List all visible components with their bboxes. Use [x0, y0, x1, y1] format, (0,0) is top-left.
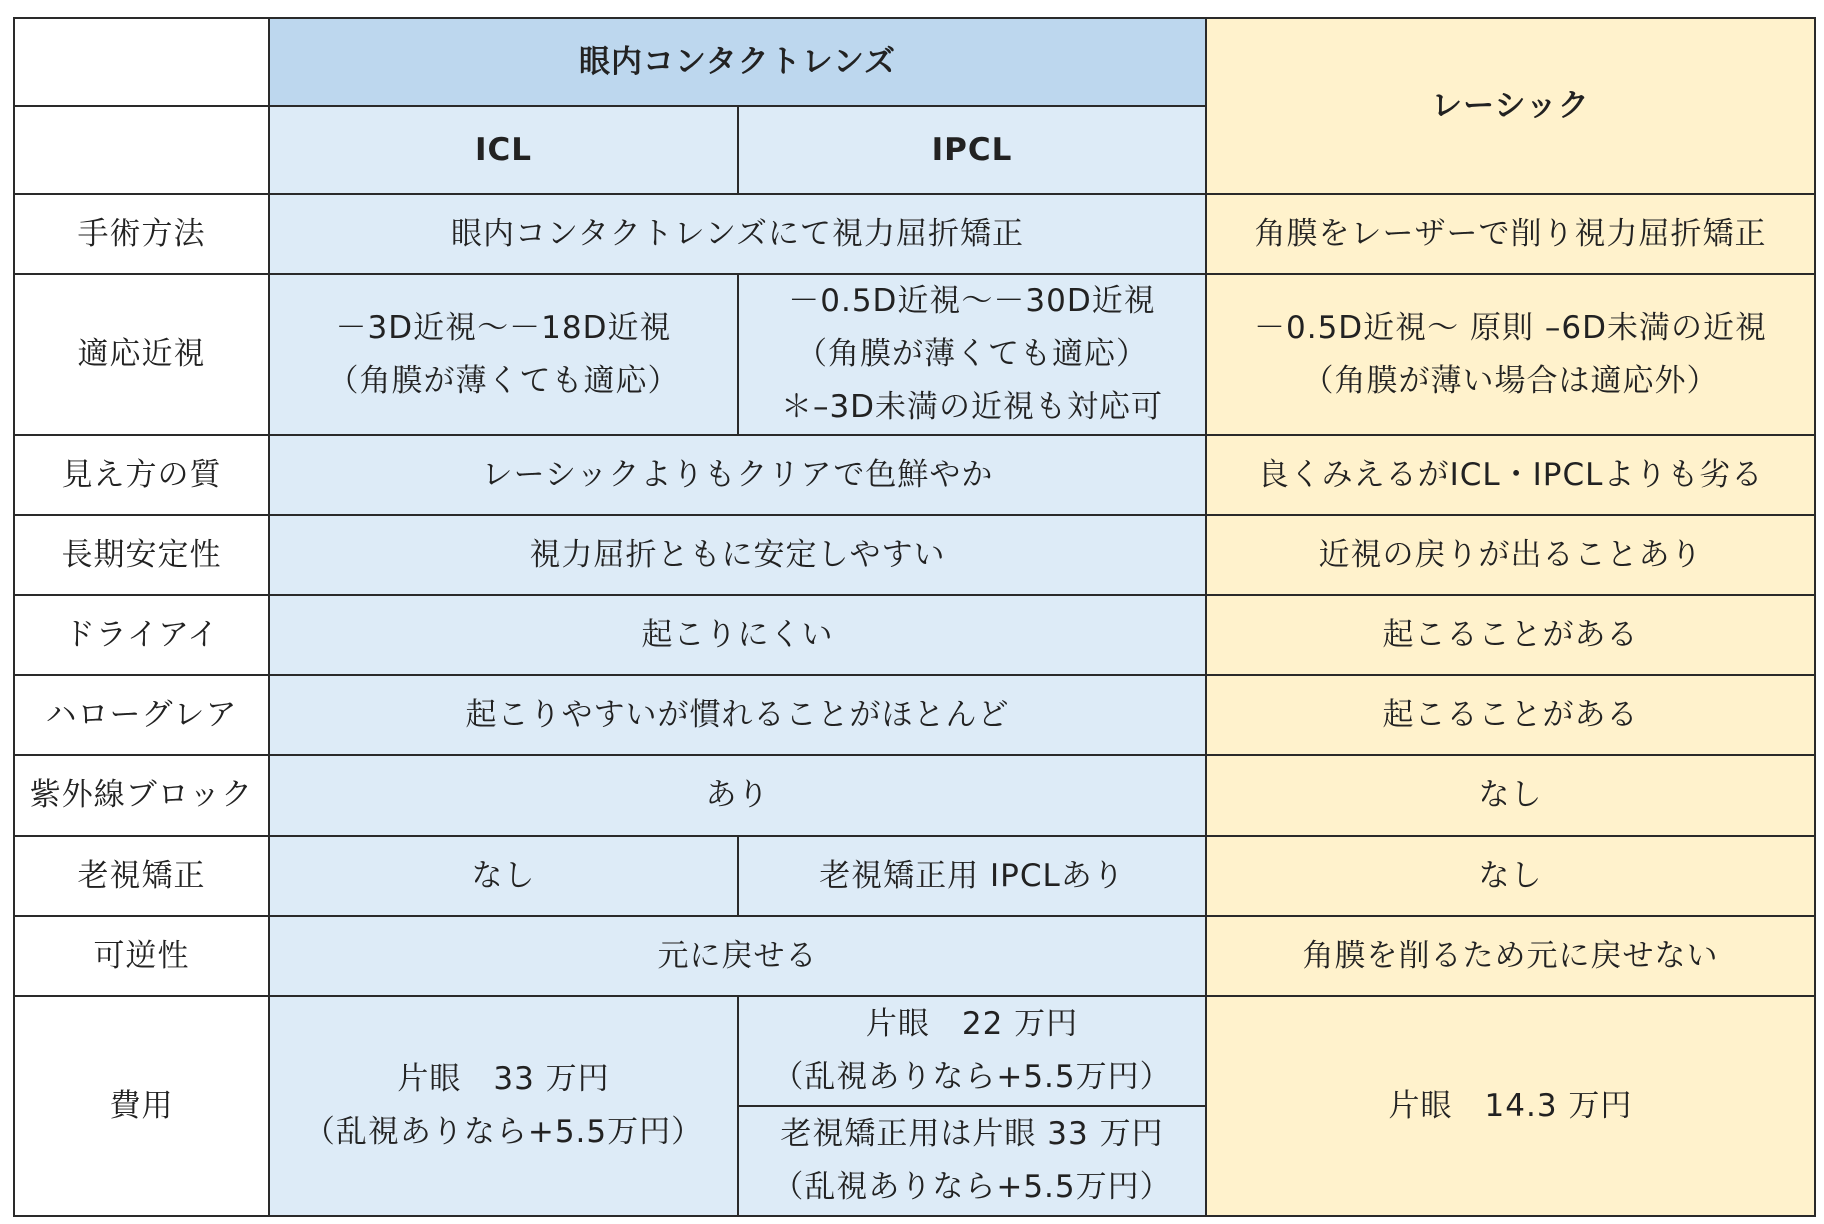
cell-line: （角膜が薄くても適応） — [327, 362, 680, 399]
cell-line: （乱視ありなら+5.5万円） — [303, 1114, 704, 1150]
table-row — [14, 916, 1815, 996]
row-label: 見え方の質 — [14, 435, 269, 515]
lens-cell: 元に戻せる — [269, 916, 1206, 996]
lens-cell: 眼内コンタクトレンズにて視力屈折矯正 — [269, 194, 1206, 274]
row-label: 紫外線ブロック — [14, 755, 269, 836]
table-row — [14, 996, 1815, 1106]
table-row — [14, 515, 1815, 595]
row-label: 可逆性 — [14, 916, 269, 996]
lens-cell: レーシックよりもクリアで色鮮やか — [269, 435, 1206, 515]
cell-line: （乱視ありなら+5.5万円） — [772, 1169, 1172, 1205]
cell-line: （角膜が薄い場合は適応外） — [1302, 362, 1719, 399]
lens-cell: あり — [269, 755, 1206, 836]
table-row — [14, 595, 1815, 675]
row-label: 手術方法 — [14, 194, 269, 274]
lasik-cell: 片眼 14.3 万円 — [1206, 996, 1815, 1216]
corner-cell-lower — [14, 106, 269, 194]
header-row — [14, 18, 1815, 106]
icl-cell: なし — [269, 836, 738, 916]
corner-cell — [14, 18, 269, 106]
lasik-cell: 角膜をレーザーで削り視力屈折矯正 — [1206, 194, 1815, 274]
lasik-cell: 起こることがある — [1206, 675, 1815, 755]
row-label: ドライアイ — [14, 595, 269, 675]
ipcl-cell — [738, 274, 1206, 435]
lasik-cell — [1206, 274, 1815, 435]
lasik-cell: なし — [1206, 836, 1815, 916]
lasik-header: レーシック — [1206, 18, 1815, 194]
table-row — [14, 274, 1815, 435]
ipcl-header: IPCL — [738, 106, 1206, 194]
cell-line: 老視矯正用は片眼 33 万円 — [780, 1116, 1164, 1152]
lens-cell: 起こりやすいが慣れることがほとんど — [269, 675, 1206, 755]
table-row — [14, 435, 1815, 515]
cell-line: －0.5D近視～－30D近視 — [788, 283, 1156, 319]
cell-line: －0.5D近視～ 原則 –6D未満の近視 — [1254, 309, 1767, 346]
row-label: ハローグレア — [14, 675, 269, 755]
table-row — [14, 194, 1815, 274]
table-row — [14, 836, 1815, 916]
cell-line: 片眼 22 万円 — [865, 1006, 1079, 1042]
lens-cell: 視力屈折ともに安定しやすい — [269, 515, 1206, 595]
row-label: 費用 — [14, 996, 269, 1216]
lasik-cell: 良くみえるがICL・IPCLよりも劣る — [1206, 435, 1815, 515]
lasik-cell: 起こることがある — [1206, 595, 1815, 675]
cell-line: （乱視ありなら+5.5万円） — [772, 1059, 1172, 1095]
comparison-table — [13, 17, 1816, 1217]
ipcl-cell: 老視矯正用 IPCLあり — [738, 836, 1206, 916]
lasik-cell: 近視の戻りが出ることあり — [1206, 515, 1815, 595]
cell-line: ＊–3D未満の近視も対応可 — [780, 389, 1164, 425]
table-row — [14, 755, 1815, 836]
icl-cell — [269, 274, 738, 435]
lasik-cell: 角膜を削るため元に戻せない — [1206, 916, 1815, 996]
icl-header: ICL — [269, 106, 738, 194]
cell-line: －3D近視～－18D近視 — [335, 309, 672, 346]
row-label: 適応近視 — [14, 274, 269, 435]
icl-cell — [269, 996, 738, 1216]
row-label: 老視矯正 — [14, 836, 269, 916]
lens-cell: 起こりにくい — [269, 595, 1206, 675]
lasik-cell: なし — [1206, 755, 1815, 836]
lens-group-header: 眼内コンタクトレンズ — [269, 18, 1206, 106]
table-row — [14, 675, 1815, 755]
ipcl-cell — [738, 996, 1206, 1106]
ipcl-cell — [738, 1106, 1206, 1216]
cell-line: 片眼 33 万円 — [397, 1061, 610, 1097]
row-label: 長期安定性 — [14, 515, 269, 595]
cell-line: （角膜が薄くても適応） — [796, 336, 1148, 372]
